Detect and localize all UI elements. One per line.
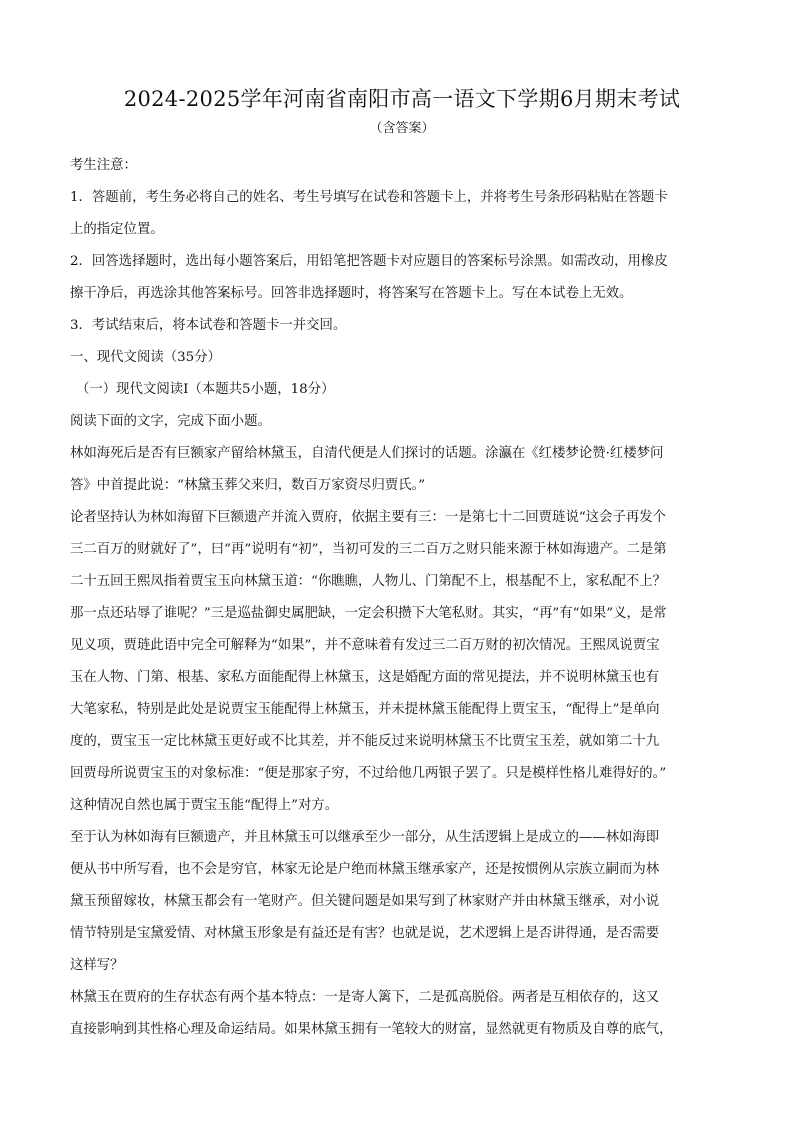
- subsection-heading: （一）现代文阅读Ⅰ（本题共5小题，18分）: [76, 382, 335, 397]
- body-line: 大笔家私，特别是此处是说贾宝玉能配得上林黛玉，并未提林黛玉能配得上贾宝玉，“配得上”是单向: [70, 702, 660, 717]
- body-line: 黛玉预留嫁妆，林黛玉都会有一笔财产。但关键问题是如果写到了林家财产并由林黛玉继承，对小说: [70, 894, 660, 909]
- body-line: 便从书中所写看，也不会是穷官，林家无论是户绝而林黛玉继承家产，还是按惯例从宗族立嗣而为林: [70, 862, 660, 877]
- body-line: 二十五回王熙凤指着贾宝玉向林黛玉道：“你瞧瞧，人物儿、门第配不上，根基配不上，家私配不上？: [70, 574, 667, 589]
- document-title: 2024-2025学年河南省南阳市高一语文下学期6月期末考试: [123, 87, 681, 111]
- document-subtitle: （含答案）: [369, 121, 435, 136]
- notice-line: 上的指定位置。: [70, 222, 164, 237]
- body-line: 见义项，贾琏此语中完全可解释为“如果”，并不意味着有发过三二百万财的初次情况。王熙凤说贾宝: [70, 638, 660, 653]
- body-line: 情节特别是宝黛爱情、对林黛玉形象是有益还是有害？也就是说，艺术逻辑上是否讲得通，是否需要: [70, 926, 660, 941]
- notice-line: 3．考试结束后，将本试卷和答题卡一并交回。: [70, 318, 347, 333]
- section-heading: 一、现代文阅读（35分）: [70, 350, 221, 365]
- body-line: 这种情况自然也属于贾宝玉能“配得上”对方。: [70, 798, 339, 813]
- body-line: 那一点还玷辱了谁呢？”三是巡盐御史属肥缺，一定会积攒下大笔私财。其实，“再”有“如果”义，是常: [70, 606, 667, 621]
- body-line: 林黛玉在贾府的生存状态有两个基本特点：一是寄人篱下，二是孤高脱俗。两者是互相依存的，这又: [70, 990, 660, 1005]
- body-line: 玉在人物、门第、根基、家私方面能配得上林黛玉，这是婚配方面的常见提法，并不说明林黛玉也有: [70, 670, 660, 685]
- reading-instruction: 阅读下面的文字，完成下面小题。: [70, 414, 271, 429]
- body-line: 度的，贾宝玉一定比林黛玉更好或不比其差，并不能反过来说明林黛玉不比贾宝玉差，就如第二十九: [70, 734, 660, 749]
- body-line: 林如海死后是否有巨额家产留给林黛玉，自清代便是人们探讨的话题。涂瀛在《红楼梦论赞·红楼梦问: [70, 446, 664, 461]
- body-line: 答》中首提此说：“林黛玉葬父来归，数百万家资尽归贾氏。”: [70, 478, 426, 493]
- notice-line: 1．答题前，考生务必将自己的姓名、考生号填写在试卷和答题卡上，并将考生号条形码粘贴在答题卡: [70, 190, 668, 205]
- notice-line: 2．回答选择题时，选出每小题答案后，用铅笔把答题卡对应题目的答案标号涂黑。如需改动，用橡皮: [70, 254, 668, 269]
- notice-line: 擦干净后，再选涂其他答案标号。回答非选择题时，将答案写在答题卡上。写在本试卷上无效。: [70, 286, 633, 301]
- notice-heading: 考生注意：: [70, 158, 137, 173]
- body-line: 这样写？: [70, 958, 124, 973]
- body-line: 至于认为林如海有巨额遗产，并且林黛玉可以继承至少一部分，从生活逻辑上是成立的——林如海即: [70, 830, 660, 845]
- body-line: 论者坚持认为林如海留下巨额遗产并流入贾府，依据主要有三：一是第七十二回贾琏说“这会子再发个: [70, 510, 667, 525]
- body-line: 三二百万的财就好了”，曰“再”说明有“初”，当初可发的三二百万之财只能来源于林如海遗产。二是第: [70, 542, 667, 557]
- body-line: 直接影响到其性格心理及命运结局。如果林黛玉拥有一笔较大的财富，显然就更有物质及自尊的底气，: [70, 1022, 673, 1037]
- body-line: 回贾母所说贾宝玉的对象标准：“便是那家子穷，不过给他几两银子罢了。只是模样性格儿难得好的。”: [70, 766, 667, 781]
